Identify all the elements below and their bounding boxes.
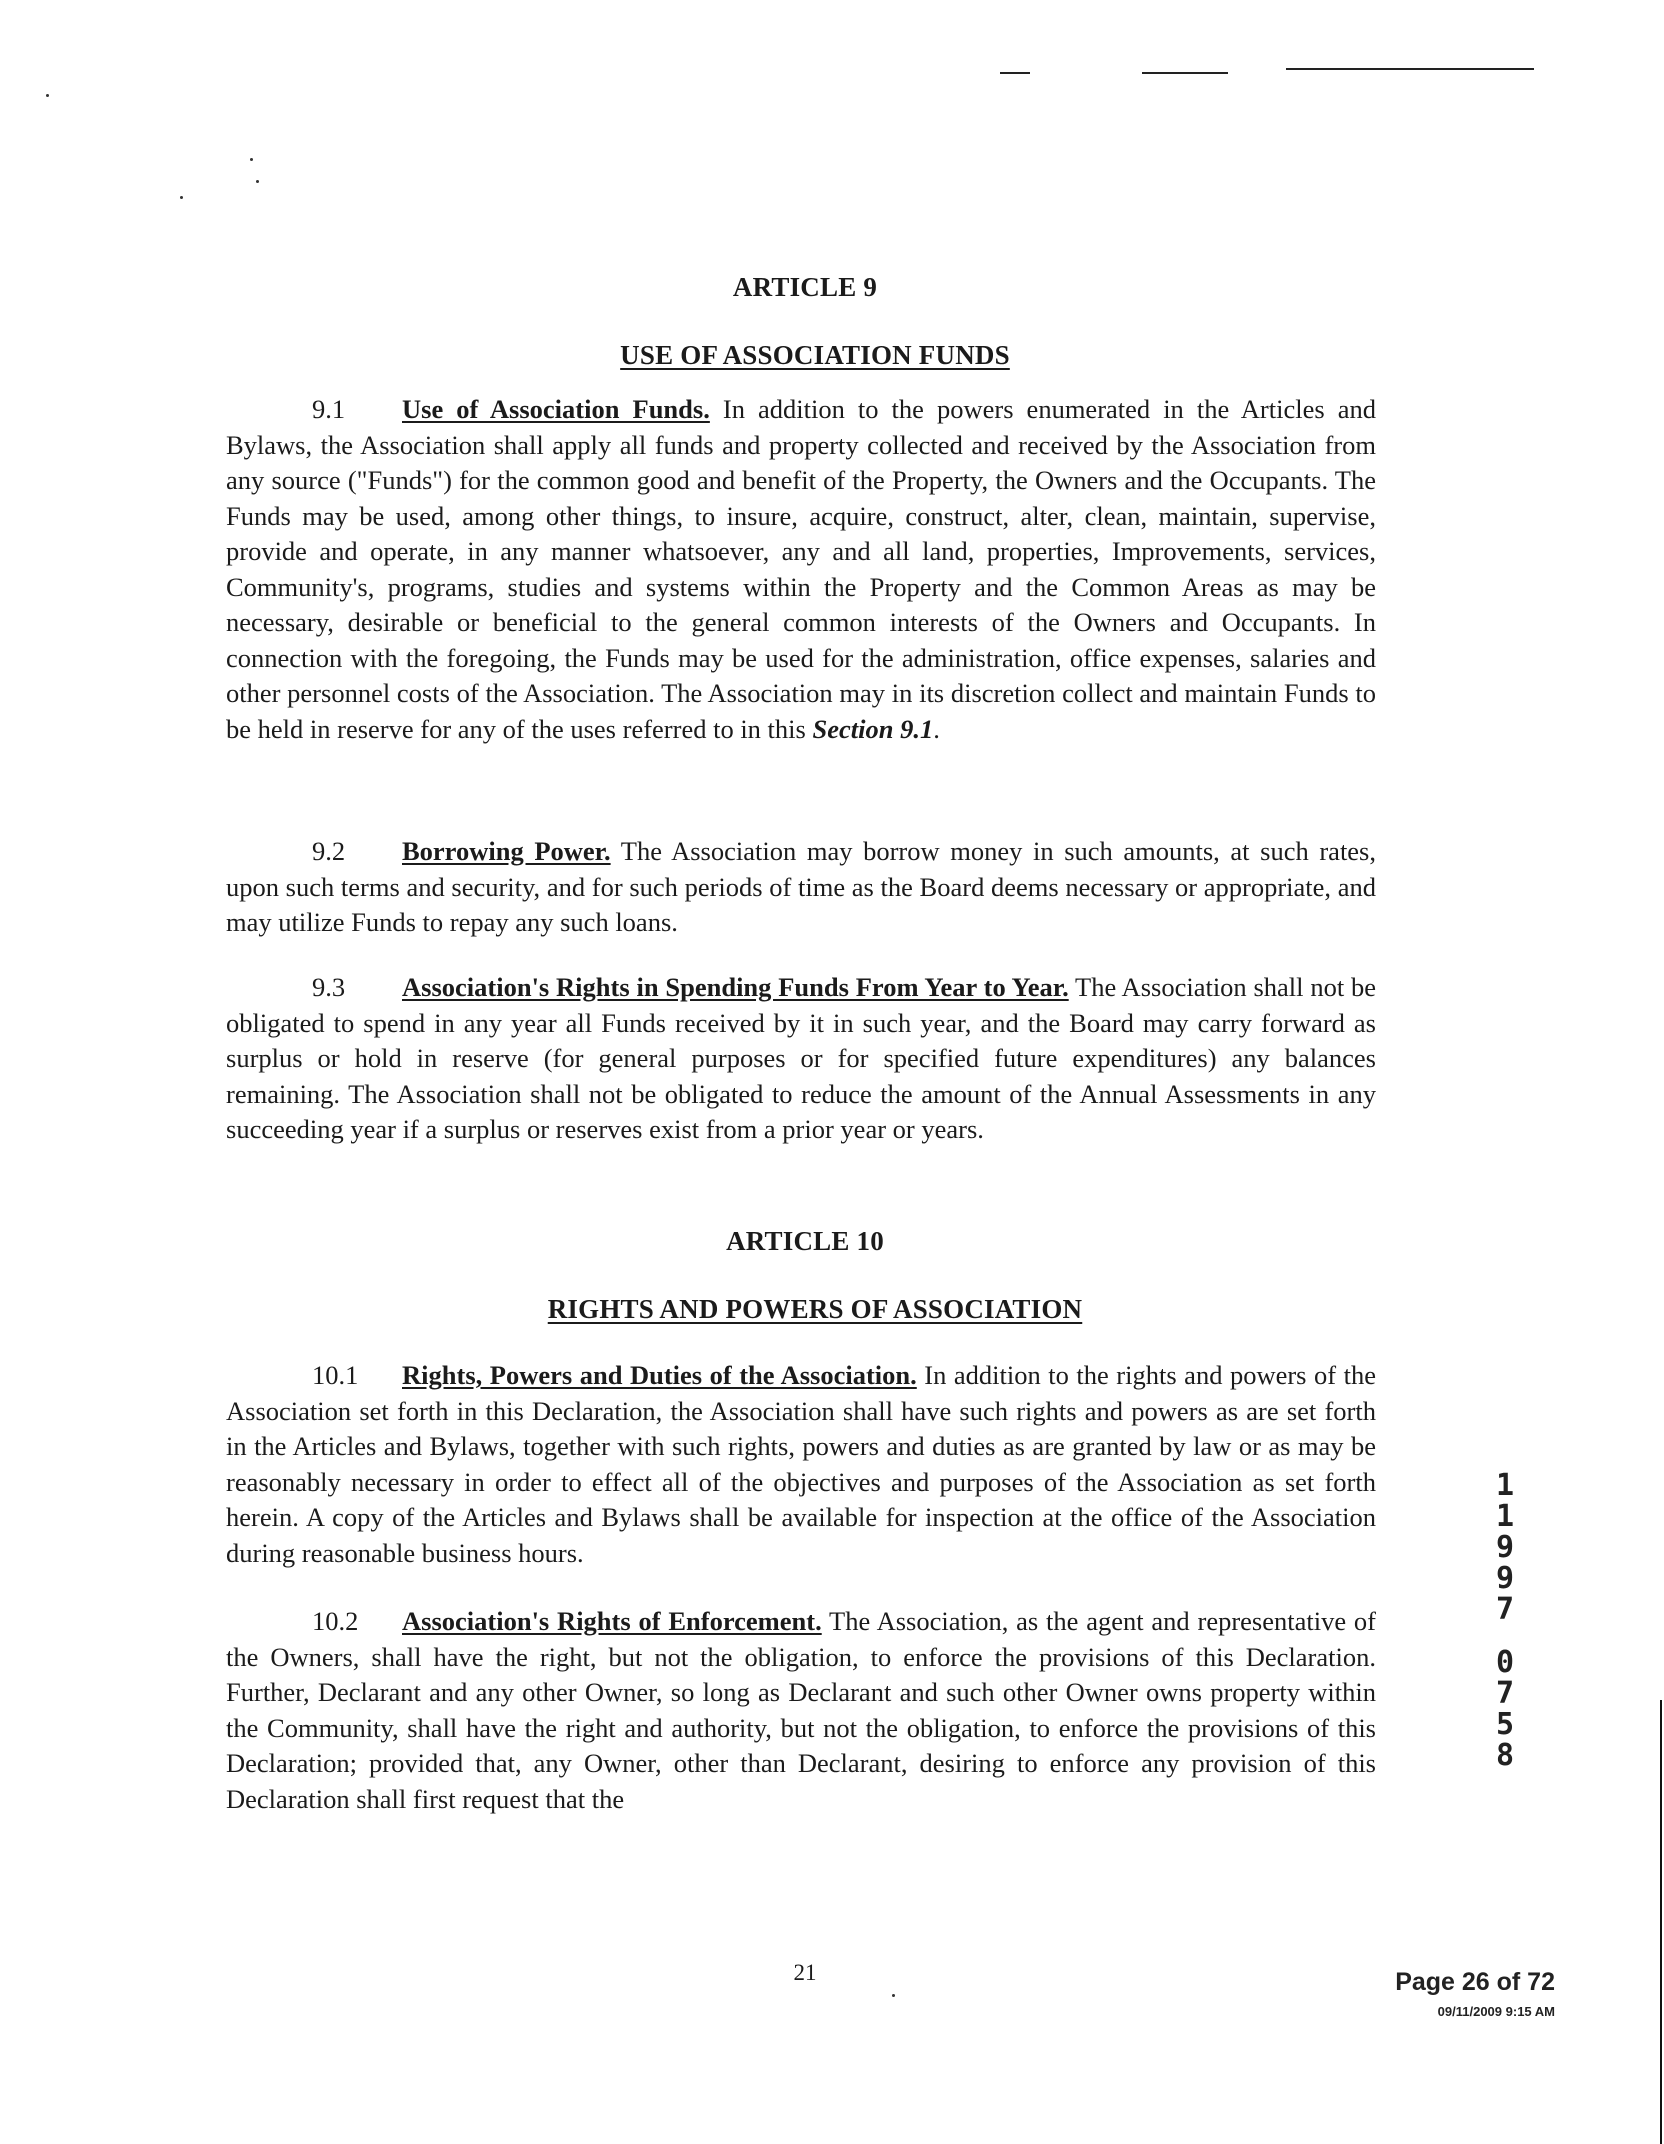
section-body: The Association, as the agent and representative of the Owners, shall have the right, but not the obligation, to enforce the provisions of this Declaration. Further, Declarant and any other Owner, so long as Declarant and such other Owner owns property within the Community, shall have the right and authority, but not the obligation, to enforce the provisions of this Declaration; provided that, any Owner, other than Declarant, desiring to enforce any provision of this Declaration shall first request that the xyxy=(226,1606,1376,1814)
scan-edge xyxy=(1660,1700,1662,2144)
stamp-digit: 0 xyxy=(1495,1645,1515,1680)
scan-mark xyxy=(1000,72,1030,74)
scan-speck xyxy=(250,158,253,161)
page-number: 21 xyxy=(793,1960,817,1985)
stamp-digit: 7 xyxy=(1495,1676,1515,1711)
stamp-gap xyxy=(1490,1625,1520,1647)
section-title: Association's Rights of Enforcement. xyxy=(402,1606,822,1636)
scan-speck xyxy=(180,196,183,199)
section-number: 10.1 xyxy=(312,1360,359,1390)
section-10-2 xyxy=(226,1604,1376,1817)
article-10-heading: ARTICLE 10 xyxy=(726,1226,884,1256)
scan-speck xyxy=(892,1994,895,1997)
section-9-3 xyxy=(226,970,1376,1148)
footer-timestamp: 09/11/2009 9:15 AM xyxy=(1437,2004,1555,2019)
stamp-digit: 1 xyxy=(1495,1468,1515,1503)
stamp-digit: 9 xyxy=(1495,1561,1515,1596)
section-title: Association's Rights in Spending Funds From Year to Year. xyxy=(402,972,1069,1002)
section-title: Borrowing Power. xyxy=(402,836,611,866)
section-number: 10.2 xyxy=(312,1606,359,1636)
section-title: Use of Association Funds. xyxy=(402,394,710,424)
stamp-digit: 5 xyxy=(1495,1707,1515,1742)
section-body: The Association shall not be obligated to spend in any year all Funds received by it in such year, and the Board may carry forward as surplus or hold in reserve (for general purposes or for specified future expenditures) any balances remaining. The Association shall not be obligated to reduce the amount of the Annual Assessments in any succeeding year if a surplus or reserves exist from a prior year or years. xyxy=(226,972,1377,1144)
article-9-title: USE OF ASSOCIATION FUNDS xyxy=(620,340,1010,370)
section-body: The Association may borrow money in such amounts, at such rates, upon such terms and security, and for such periods of time as the Board deems necessary or appropriate, and may utilize Funds to repay any such loans. xyxy=(226,836,1376,937)
section-9-2 xyxy=(226,834,1376,941)
section-9-1 xyxy=(226,392,1376,747)
section-reference: Section 9.1 xyxy=(812,713,934,744)
recording-stamp xyxy=(1490,1470,1520,1771)
section-body: In addition to the rights and powers of the Association set forth in this Declaration, the Association shall have such rights and powers as are set forth in the Articles and Bylaws, together with such rights, powers and duties as are granted by law or as may be reasonably necessary in order to effect all of the objectives and purposes of the Association as set forth herein. A copy of the Articles and Bylaws shall be available for inspection at the office of the Association during reasonable business hours. xyxy=(226,1360,1376,1568)
section-number: 9.1 xyxy=(312,394,346,424)
section-number: 9.2 xyxy=(312,836,346,866)
stamp-digit: 9 xyxy=(1495,1530,1515,1565)
stamp-digit: 1 xyxy=(1495,1499,1515,1534)
section-10-1 xyxy=(226,1358,1376,1571)
scan-mark xyxy=(1142,72,1228,74)
stamp-digit: 7 xyxy=(1495,1592,1515,1627)
stamp-digit: 8 xyxy=(1495,1738,1515,1773)
article-9-heading: ARTICLE 9 xyxy=(732,272,878,302)
article-10-title: RIGHTS AND POWERS OF ASSOCIATION xyxy=(547,1294,1083,1324)
section-title: Rights, Powers and Duties of the Association. xyxy=(402,1360,917,1390)
section-body: In addition to the powers enumerated in the Articles and Bylaws, the Association shall apply all funds and property collected and received by the Association from any source ("Funds") for the common good and benefit of the Property, the Owners and the Occupants. The Funds may be used, among other things, to insure, acquire, construct, alter, clean, maintain, supervise, provide and operate, in any manner whatsoever, any and all land, properties, Improvements, services, Community's, programs, studies and systems within the Property and the Common Areas as may be necessary, desirable or beneficial to the general common interests of the Owners and Occupants. In connection with the foregoing, the Funds may be used for the administration, office expenses, salaries and other personnel costs of the Association. The Association may in its discretion collect and maintain Funds to be held in reserve for any of the uses referred to in this xyxy=(226,394,1376,744)
section-number: 9.3 xyxy=(312,972,346,1002)
scan-mark xyxy=(1286,68,1534,70)
scan-speck xyxy=(46,94,49,97)
section-ending: . xyxy=(933,713,940,744)
footer-page-label: Page 26 of 72 xyxy=(1395,1968,1555,1996)
scan-speck xyxy=(256,180,259,183)
